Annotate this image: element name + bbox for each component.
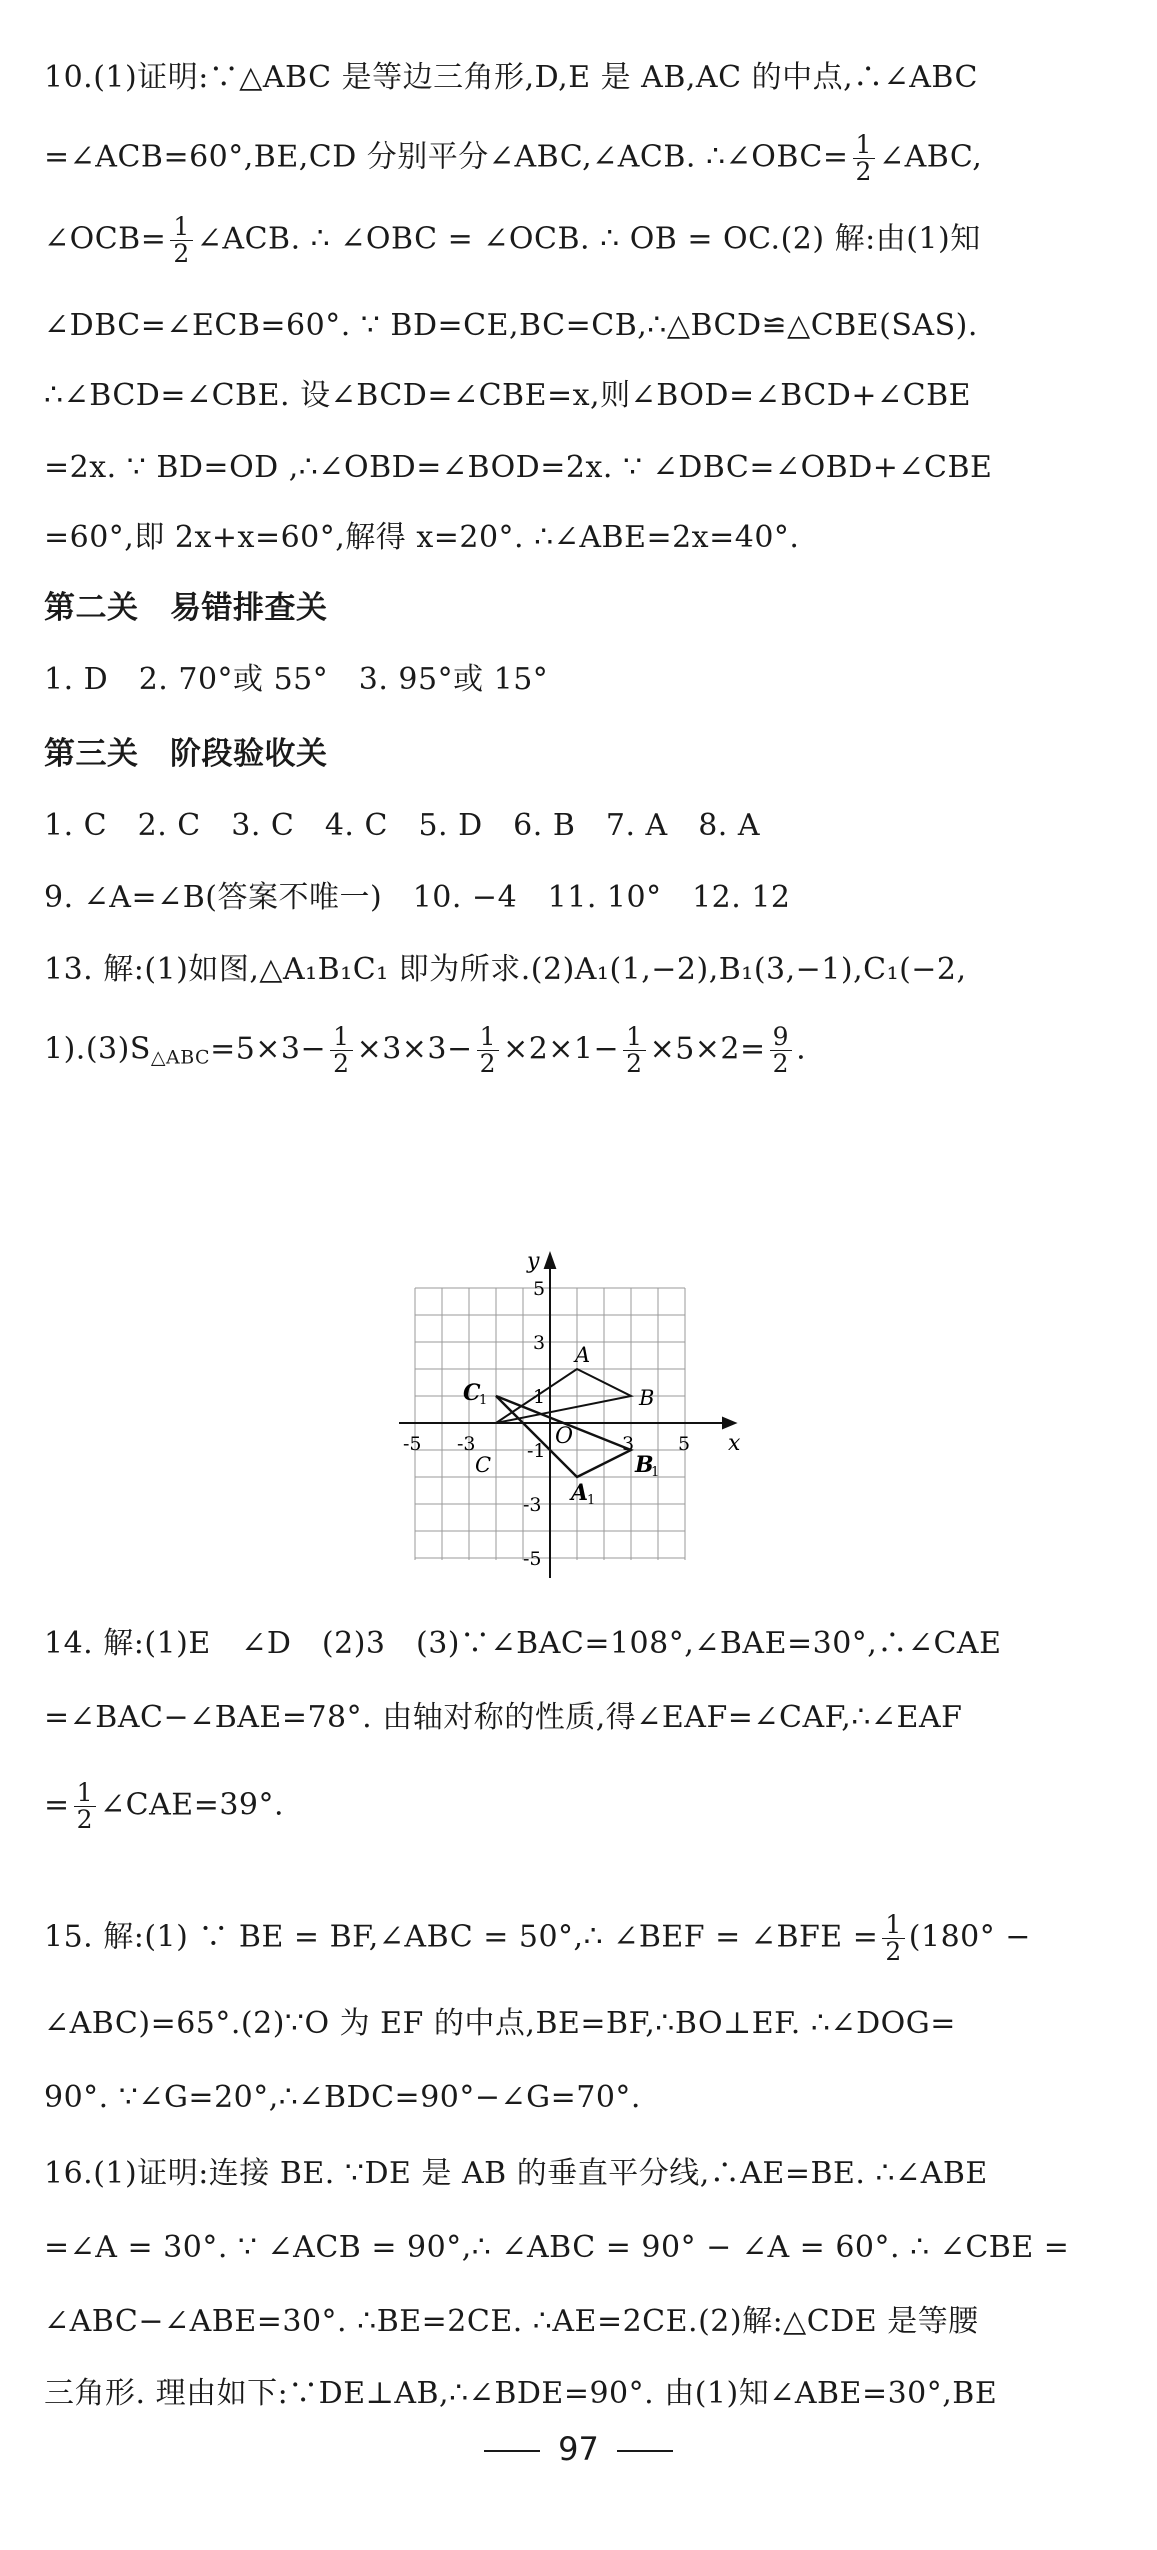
fraction-denominator: 2 — [855, 157, 872, 186]
fraction-half — [853, 132, 875, 185]
text: (180° − — [908, 1919, 1031, 1955]
tick-label: 3 — [533, 1332, 546, 1354]
tick-label: 3 — [622, 1433, 635, 1455]
line-16-4: 三角形. 理由如下:∵DE⊥AB,∴∠BDE=90°. 由(1)知∠ABE=30°,BE — [44, 2376, 998, 2411]
section-heading-3: 第三关 阶段验收关 — [44, 736, 328, 772]
line-10-1: 10.(1)证明:∵△ABC 是等边三角形,D,E 是 AB,AC 的中点,∴∠ABC — [44, 60, 978, 95]
tick-label: -3 — [523, 1494, 542, 1516]
fraction-denominator: 2 — [173, 239, 190, 268]
tick-label: -5 — [523, 1548, 542, 1570]
text: ∠OCB= — [44, 221, 167, 257]
x-axis-label: x — [728, 1431, 741, 1456]
text: =∠ACB=60°,BE,CD 分别平分∠ABC,∠ACB. ∴∠OBC= — [44, 139, 849, 175]
line-14-1: 14. 解:(1)E ∠D (2)3 (3)∵∠BAC=108°,∠BAE=30°,∴∠CAE — [44, 1626, 1002, 1661]
line-10-4: ∠DBC=∠ECB=60°. ∵ BD=CE,BC=CB,∴△BCD≌△CBE(SAS). — [44, 308, 978, 343]
fraction-numerator: 9 — [770, 1024, 792, 1051]
line-16-3: ∠ABC−∠ABE=30°. ∴BE=2CE. ∴AE=2CE.(2)解:△CDE 是等腰 — [44, 2304, 979, 2339]
tick-label: -1 — [527, 1440, 546, 1462]
vertex-c-label: C — [475, 1453, 492, 1477]
fraction-half — [477, 1024, 499, 1077]
tick-label: -5 — [403, 1433, 422, 1455]
fraction-denominator: 2 — [76, 1805, 94, 1834]
vertex-a1-label: A — [571, 1480, 589, 1506]
line-10-2 — [44, 132, 1119, 185]
line-14-2: =∠BAC−∠BAE=78°. 由轴对称的性质,得∠EAF=∠CAF,∴∠EAF — [44, 1700, 963, 1735]
line-16-2: =∠A = 30°. ∵ ∠ACB = 90°,∴ ∠ABC = 90° − ∠A = 60°. ∴ ∠CBE = — [44, 2230, 1070, 2265]
text: ×5×2= — [649, 1031, 766, 1067]
vertex-a-label: A — [575, 1343, 591, 1367]
fraction-denominator: 2 — [885, 1937, 902, 1966]
coordinate-figure — [395, 1238, 755, 1598]
subscript: 1 — [651, 1465, 660, 1480]
line-10-3 — [44, 214, 1119, 267]
subscript: 1 — [587, 1493, 596, 1508]
fraction-denominator: 2 — [626, 1049, 643, 1078]
fraction-numerator: 1 — [477, 1024, 499, 1051]
text: =5×3− — [210, 1031, 327, 1067]
subscript: 1 — [479, 1393, 488, 1408]
page-number-row — [0, 2430, 1157, 2468]
fraction-numerator: 1 — [882, 1912, 904, 1939]
text: ×3×3− — [356, 1031, 473, 1067]
text: 15. 解:(1) ∵ BE = BF,∠ABC = 50°,∴ ∠BEF = ∠BFE = — [44, 1919, 879, 1955]
answers-section-2: 1. D 2. 70°或 55° 3. 95°或 15° — [44, 662, 549, 697]
line-10-7: =60°,即 2x+x=60°,解得 x=20°. ∴∠ABE=2x=40°. — [44, 520, 800, 555]
text: 1).(3)S — [44, 1031, 151, 1067]
line-15-1 — [44, 1912, 1119, 1965]
line-13-2 — [44, 1024, 1119, 1078]
line-16-1: 16.(1)证明:连接 BE. ∵DE 是 AB 的垂直平分线,∴AE=BE. ∴∠ABE — [44, 2156, 988, 2191]
y-axis-label: y — [527, 1249, 540, 1274]
text: ∠ABC, — [878, 139, 983, 175]
vertex-b1-label: B — [635, 1452, 654, 1478]
line-15-3: 90°. ∵∠G=20°,∴∠BDC=90°−∠G=70°. — [44, 2080, 641, 2115]
text: . — [796, 1031, 807, 1067]
dash-left — [484, 2450, 540, 2452]
line-10-5: ∴∠BCD=∠CBE. 设∠BCD=∠CBE=x,则∠BOD=∠BCD+∠CBE — [44, 378, 972, 413]
fraction-numerator: 1 — [330, 1024, 352, 1051]
fraction-half — [170, 214, 192, 267]
fraction-nine-halves — [770, 1024, 792, 1077]
answers-1-8: 1. C 2. C 3. C 4. C 5. D 6. B 7. A 8. A — [44, 808, 761, 843]
tick-label: 1 — [533, 1386, 546, 1408]
section-heading-2: 第二关 易错排查关 — [44, 590, 328, 626]
vertex-b-label: B — [639, 1386, 655, 1410]
answers-9-12: 9. ∠A=∠B(答案不唯一) 10. −4 11. 10° 12. 12 — [44, 880, 791, 915]
tick-label: -3 — [457, 1433, 476, 1455]
fraction-denominator: 2 — [772, 1049, 790, 1078]
fraction-half — [330, 1024, 352, 1077]
fraction-half — [623, 1024, 645, 1077]
fraction-numerator: 1 — [170, 214, 192, 241]
text: = — [44, 1787, 70, 1823]
dash-right — [617, 2450, 673, 2452]
fraction-numerator: 1 — [623, 1024, 645, 1051]
fraction-denominator: 2 — [333, 1049, 350, 1078]
page-number: 97 — [558, 2430, 599, 2468]
fraction-numerator: 1 — [74, 1780, 96, 1807]
tick-label: 5 — [533, 1278, 546, 1300]
line-15-2: ∠ABC)=65°.(2)∵O 为 EF 的中点,BE=BF,∴BO⊥EF. ∴∠DOG= — [44, 2006, 956, 2041]
fraction-numerator: 1 — [853, 132, 875, 159]
text: ∠CAE=39°. — [100, 1787, 285, 1823]
fraction-half — [882, 1912, 904, 1965]
fraction-half — [74, 1780, 96, 1833]
subscript: △ABC — [150, 1046, 211, 1069]
text: ∠ACB. ∴ ∠OBC = ∠OCB. ∴ OB = OC.(2) 解:由(1)知 — [196, 221, 981, 257]
line-10-6: =2x. ∵ BD=OD ,∴∠OBD=∠BOD=2x. ∵ ∠DBC=∠OBD+∠CBE — [44, 450, 993, 485]
text: ×2×1− — [503, 1031, 620, 1067]
fraction-denominator: 2 — [479, 1049, 497, 1078]
vertex-c1-label: C — [463, 1380, 481, 1406]
line-13-1: 13. 解:(1)如图,△A₁B₁C₁ 即为所求.(2)A₁(1,−2),B₁(3,−1),C₁(−2, — [44, 952, 967, 987]
line-14-3 — [44, 1780, 1119, 1833]
origin-label: O — [555, 1424, 574, 1449]
tick-label: 5 — [678, 1433, 691, 1455]
